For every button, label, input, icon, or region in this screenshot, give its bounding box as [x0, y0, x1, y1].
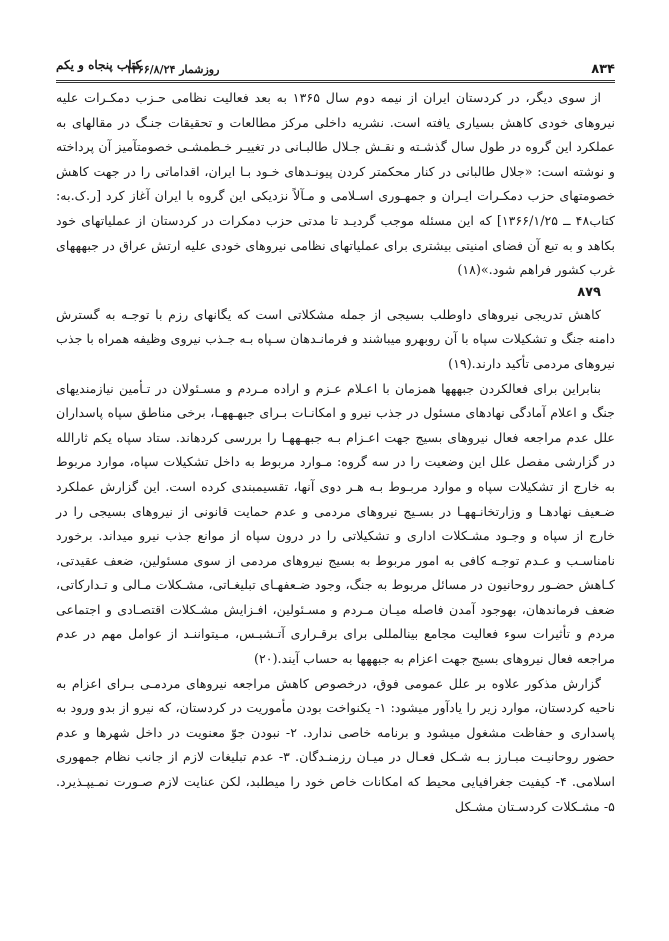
paragraph: بنابراین برای فعالکردن جبههها همزمان با اعـلام عـزم و اراده مـردم و مسـئولان در تـأمین نیازمندیهای جنگ و اعلام آمادگی نهادهای مسئول در جذب نیرو و امکانـات بـرای جبهـههـا، برخی مناطق سپاه پاسداران علل عدم مراجعه فعال نیروهای بسیج جهت اعـزام بـه جبهـههـا را بررسی کردهاند. ستاد سپاه یکم ثارالله در گزارشی مفصل علل این وضعیت را در سه گروه: مـوارد مربوط به داخل تشکیلات سپاه، موارد مربوط به خارج از تشکیلات سپاه و موارد مربـوط بـه هـر دوی آنها، تقسیمبندی کرده است. این گزارش عملکرد ضـعیف نهادهـا و وزارتخانـههـا در بسـیج نیروهای مردمی و عدم حمایت قانونی از نیروهای بسیجی را در خارج از سپاه و وجـود مشـکلات اداری و تشکیلاتی را در درون سپاه از موانع جذب نیرو میداند. برخورد نامناسـب و عـدم توجـه کافی به امور مربوط به بسیج نیروهای مردمی از سوی مسئولین، ضعف عقیدتی، کـاهش حضـور روحانیون در مسائل مربوط به جنگ، وجود ضـعفهـای تبلیغـاتی، مشـکلات مـالی و تـدارکاتی، ضعف فرماندهان، بهوجود آمدن فاصله میـان مـردم و مسـئولین، افـزایش مشـکلات اقتصـادی و اجتماعی مردم و تأثیرات سوء فعالیت مجامع بینالمللی برای برقـراری آتـشبـس، مـیتواننـد از عوامل مهم در عدم مراجعه فعال نیروهای بسیج جهت اعزام به جبههها به حساب آیند.(۲۰)	[56, 380, 615, 667]
paragraph: کاهش تدریجی نیروهای داوطلب بسیجی از جمله مشکلاتی است که یگانهای رزم با توجـه به گسترش دامنه جنگ و تشکیلات سپاه با آن روبهرو میباشند و فرمانـدهان سـپاه بـه جـذب نیروی وظیفه همراه با جذب نیروهای مردمی تأکید دارند.(۱۹)	[56, 306, 615, 371]
page-number: ۸۳۴	[591, 62, 615, 77]
book-title: کتاب پنجاه و یکم	[56, 58, 142, 72]
page-header	[56, 40, 615, 80]
header-rule	[56, 80, 615, 81]
paragraph: گزارش مذکور علاوه بر علل عمومی فوق، درخصوص کاهش مراجعه نیروهای مردمـی بـرای اعزام به ناحیه کردستان، موارد زیر را یادآور میشود: ۱- یکنواخت بودن مأموریت در کردستان، که نیرو از بدو ورود به پاسداری و حفاظت مشغول میشود و برنامه خاصی ندارد. ۲- نبودن جوّ معنویت در داخل شهرها و عدم حضور روحانیـت مبـارز بـه شـکل فعـال در میـان رزمنـدگان. ۳- عدم تبلیغات لازم از جانب نظام جمهوری اسلامی. ۴- کیفیت جغرافیایی محیط که امکانات خاص خود را میطلبد، لکن عنایت لازم صـورت نمـیپـذیرد. ۵- مشـکلات کردسـتان مشـکل	[56, 675, 615, 814]
header-rule-secondary	[56, 82, 615, 83]
daybook-date: روزشمار ۱۳۶۶/۸/۲۴	[126, 63, 220, 76]
entry-number: ۸۷۹	[577, 284, 601, 300]
paragraph: از سوی دیگر، در کردستان ایران از نیمه دوم سال ۱۳۶۵ به بعد فعالیت نظامی حـزب دمکـرات علیه نیروهای خودی کاهش بسیاری یافته است. نشریه داخلی مرکز مطالعات و تحقیقات جنـگ در مقالهای به عملکرد این گروه در طول سال گذشـته و نقـش جـلال طالبـانی در تغییـر خـطمشـی خصومتآمیز آن پرداخته و نوشته است: «جلال طالبانی در کنار محکمتر کردن پیونـدهای خـود بـا ایران، اقداماتی را در جهت کاهش خصومتهای حزب دمکـرات ایـران و جمهـوری اسـلامی و مـآلاً نزدیکی این گروه با ایران آغاز کرد [ر.ک.به: کتاب۴۸ ــ ۱۳۶۶/۱/۲۵] که این مسئله موجب گردیـد تا مدتی حزب دمکرات در کردستان از عملیاتهای خود بکاهد و به تبع آن فضای امنیتی بیشتری برای عملیاتهای نظامی نیروهای خودی علیه ارتش عراق در جبهههای غرب کشور فراهم شود.»(۱۸)	[56, 90, 615, 278]
document-page	[56, 40, 615, 819]
page-body	[56, 86, 615, 819]
